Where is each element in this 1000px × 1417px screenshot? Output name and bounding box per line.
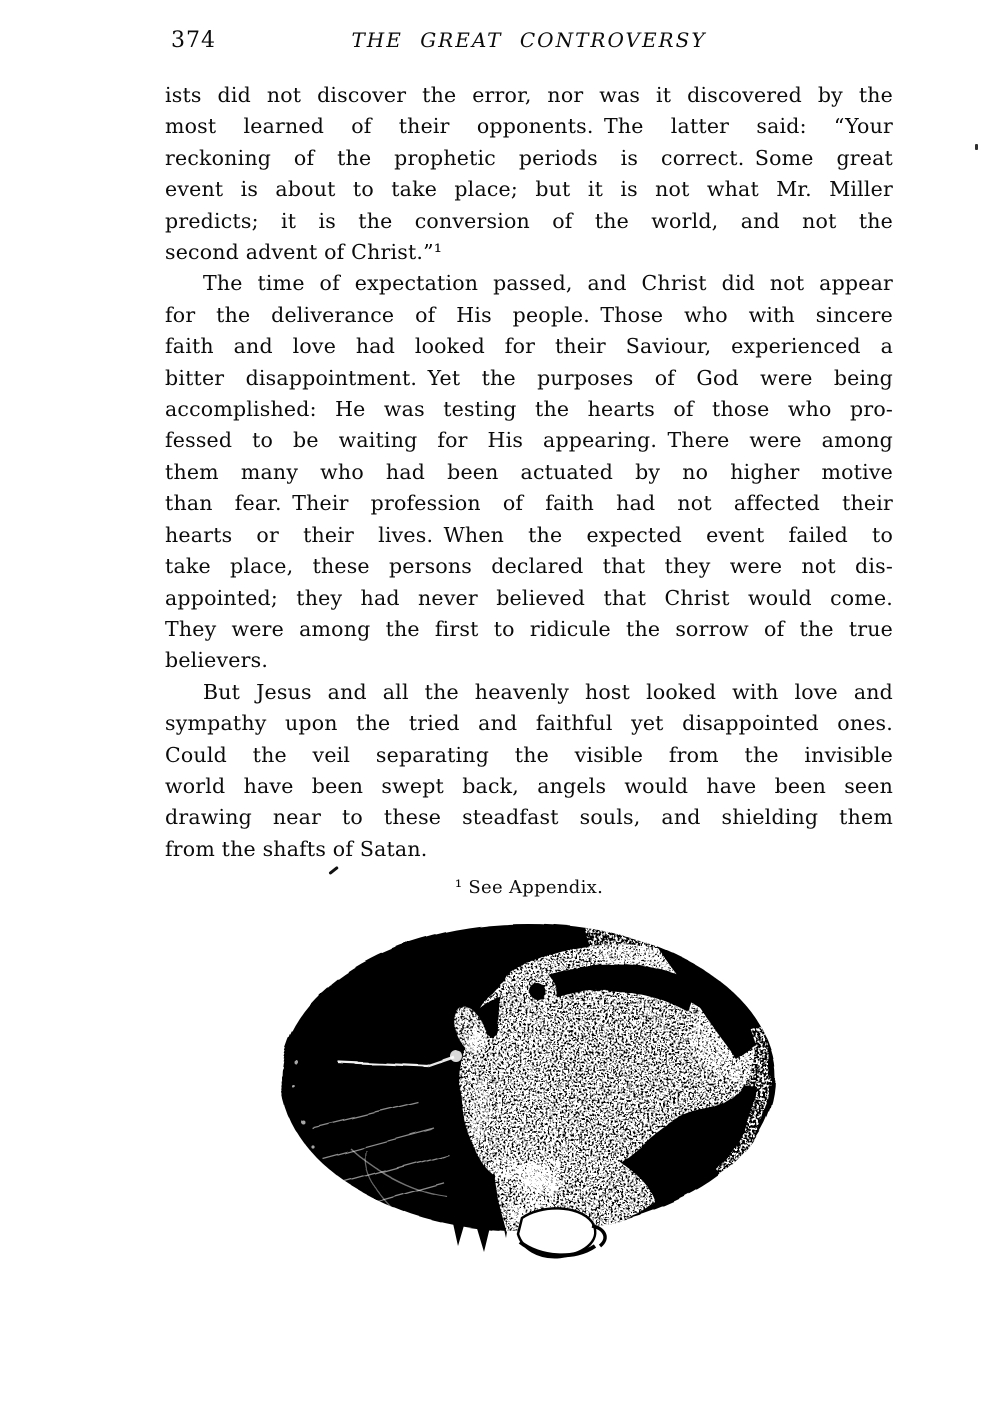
text-line: hearts or their lives. When the expected event failed to xyxy=(165,522,893,547)
text-line: event is about to take place; but it is not what Mr. Miller xyxy=(165,177,893,202)
text-line: ists did not discover the error, nor was it discovered by the xyxy=(165,83,893,107)
page-number: 374 xyxy=(171,28,216,53)
text-line: than fear. Their profession of faith had not affected their xyxy=(165,491,893,516)
text-line: bitter disappointment. Yet the purposes of God were being xyxy=(165,365,893,390)
paragraph xyxy=(165,268,893,676)
running-title: THE GREAT CONTROVERSY xyxy=(351,28,707,52)
text-line: take place, these persons declared that they were not dis- xyxy=(165,554,893,579)
text-line: world have been swept back, angels would have been seen xyxy=(165,773,893,798)
footnote-text: ¹ See Appendix. xyxy=(454,877,604,898)
text-line: Could the veil separating the visible from the invisible xyxy=(165,742,893,767)
angel-engraving-illustration xyxy=(268,898,802,1273)
engraving-svg xyxy=(268,898,802,1273)
text-line: fessed to be waiting for His appearing. There were among xyxy=(165,428,893,453)
scan-artifact-speck xyxy=(975,144,978,150)
paragraph xyxy=(165,80,893,268)
scan-artifact-mark xyxy=(328,866,338,875)
text-line: sympathy upon the tried and faithful yet disappointed ones. xyxy=(165,711,893,736)
text-line: accomplished: He was testing the hearts of those who pro- xyxy=(165,397,893,422)
text-line: predicts; it is the conversion of the world, and not the xyxy=(165,208,893,233)
footnote xyxy=(165,877,893,898)
body-text xyxy=(165,80,893,865)
text-line: for the deliverance of His people. Those who with sincere xyxy=(165,302,893,327)
running-head xyxy=(165,26,893,54)
text-line: The time of expectation passed, and Christ did not appear xyxy=(203,271,893,296)
text-line: faith and love had looked for their Saviour, experienced a xyxy=(165,334,893,359)
text-line: They were among the first to ridicule the sorrow of the true xyxy=(165,616,893,641)
text-line: second advent of Christ.”¹ xyxy=(165,240,443,265)
text-line: most learned of their opponents. The latter said: “Your xyxy=(165,114,893,139)
text-line: appointed; they had never believed that Christ would come. xyxy=(165,585,893,610)
paragraph xyxy=(165,677,893,865)
text-line: believers. xyxy=(165,648,269,673)
text-line: them many who had been actuated by no higher motive xyxy=(165,459,893,484)
text-line: drawing near to these steadfast souls, and shielding them xyxy=(165,805,893,830)
text-line: But Jesus and all the heavenly host looked with love and xyxy=(203,679,893,704)
text-line: from the shafts of Satan. xyxy=(165,836,428,861)
text-line: reckoning of the prophetic periods is correct. Some great xyxy=(165,145,893,170)
